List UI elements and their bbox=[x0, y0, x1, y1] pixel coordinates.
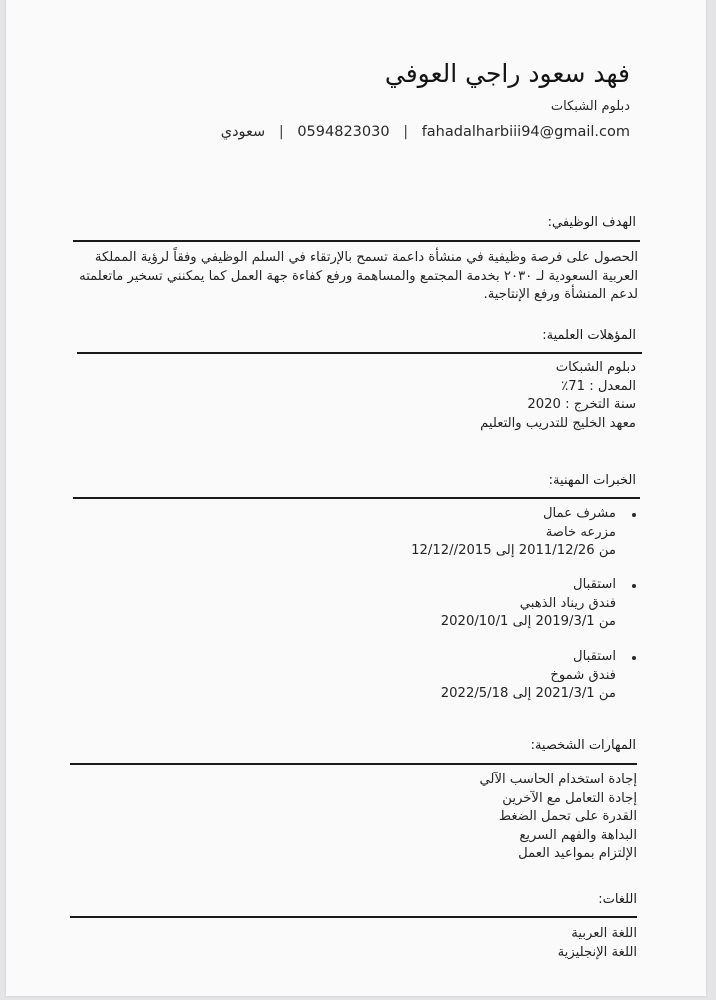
job-title: مشرف عمال bbox=[542, 506, 616, 521]
experience-item bbox=[441, 576, 636, 632]
section-divider bbox=[70, 916, 637, 918]
bullet-icon bbox=[632, 513, 636, 517]
skill-item: البداهة والفهم السريع bbox=[519, 827, 637, 843]
section-divider bbox=[70, 763, 637, 765]
skills-list bbox=[479, 771, 637, 864]
section-heading-objective: الهدف الوظيفي: bbox=[547, 215, 636, 230]
resume-page bbox=[6, 0, 706, 996]
education-line: دبلوم الشبكات bbox=[555, 360, 636, 375]
objective-text: الحصول على فرصة وظيفية في منشأة داعمة تسمح بالإرتقاء في السلم الوظيفي وفقاً لرؤية المملكة العربية السعودية لـ ٢٠٣٠ بخدمة المجتمع والمساهمة ورفع كفاءة جهة العمل كما يمكنني تسخير ماتعلمته لدعم المنشأة ورفع الإنتاجية. bbox=[79, 250, 638, 303]
candidate-name: فهد سعود راجي العوفي bbox=[384, 59, 630, 88]
bullet-icon bbox=[632, 656, 636, 660]
language-item: اللغة الإنجليزية bbox=[557, 944, 637, 960]
separator: | bbox=[403, 124, 409, 140]
job-place: فندق ريناد الذهبي bbox=[519, 595, 616, 611]
skill-item: إجادة استخدام الحاسب الآلي bbox=[479, 772, 637, 787]
job-period: من 2021/3/1 إلى 2022/5/18 bbox=[440, 686, 616, 701]
bullet-icon bbox=[632, 584, 636, 588]
job-place: مزرعه خاصة bbox=[545, 524, 616, 540]
email-address[interactable]: fahadalharbiii94@gmail.com bbox=[421, 124, 630, 140]
experience-item bbox=[411, 505, 636, 561]
job-title: استقبال bbox=[573, 577, 616, 592]
skill-item: الإلتزام بمواعيد العمل bbox=[518, 846, 637, 861]
education-details bbox=[480, 359, 636, 433]
language-item: اللغة العربية bbox=[571, 926, 637, 941]
section-heading-education: المؤهلات العلمية: bbox=[542, 328, 636, 343]
job-period: من 2011/12/26 إلى 2015//12/12 bbox=[411, 543, 616, 558]
nationality: سعودي bbox=[220, 124, 266, 140]
section-divider bbox=[73, 240, 640, 242]
skill-item: القدرة على تحمل الضغط bbox=[498, 809, 637, 824]
languages-list bbox=[558, 925, 637, 962]
section-divider bbox=[73, 497, 640, 499]
job-period: من 2019/3/1 إلى 2020/10/1 bbox=[440, 614, 616, 629]
skill-item: إجادة التعامل مع الآخرين bbox=[502, 790, 637, 806]
education-line: معهد الخليج للتدريب والتعليم bbox=[480, 415, 636, 431]
contact-line bbox=[221, 122, 630, 142]
section-heading-experience: الخبرات المهنية: bbox=[548, 473, 636, 488]
section-heading-skills: المهارات الشخصية: bbox=[530, 738, 636, 753]
phone-number: 0594823030 bbox=[297, 124, 390, 140]
education-line: سنة التخرج : 2020 bbox=[527, 397, 636, 412]
section-divider bbox=[77, 352, 642, 354]
experience-item bbox=[441, 648, 636, 704]
section-heading-languages: اللغات: bbox=[598, 892, 637, 907]
separator: | bbox=[278, 124, 284, 140]
candidate-subtitle: دبلوم الشبكات bbox=[550, 99, 630, 114]
job-title: استقبال bbox=[573, 649, 616, 664]
education-line: المعدل : 71٪ bbox=[561, 378, 636, 394]
job-place: فندق شموخ bbox=[550, 667, 616, 683]
